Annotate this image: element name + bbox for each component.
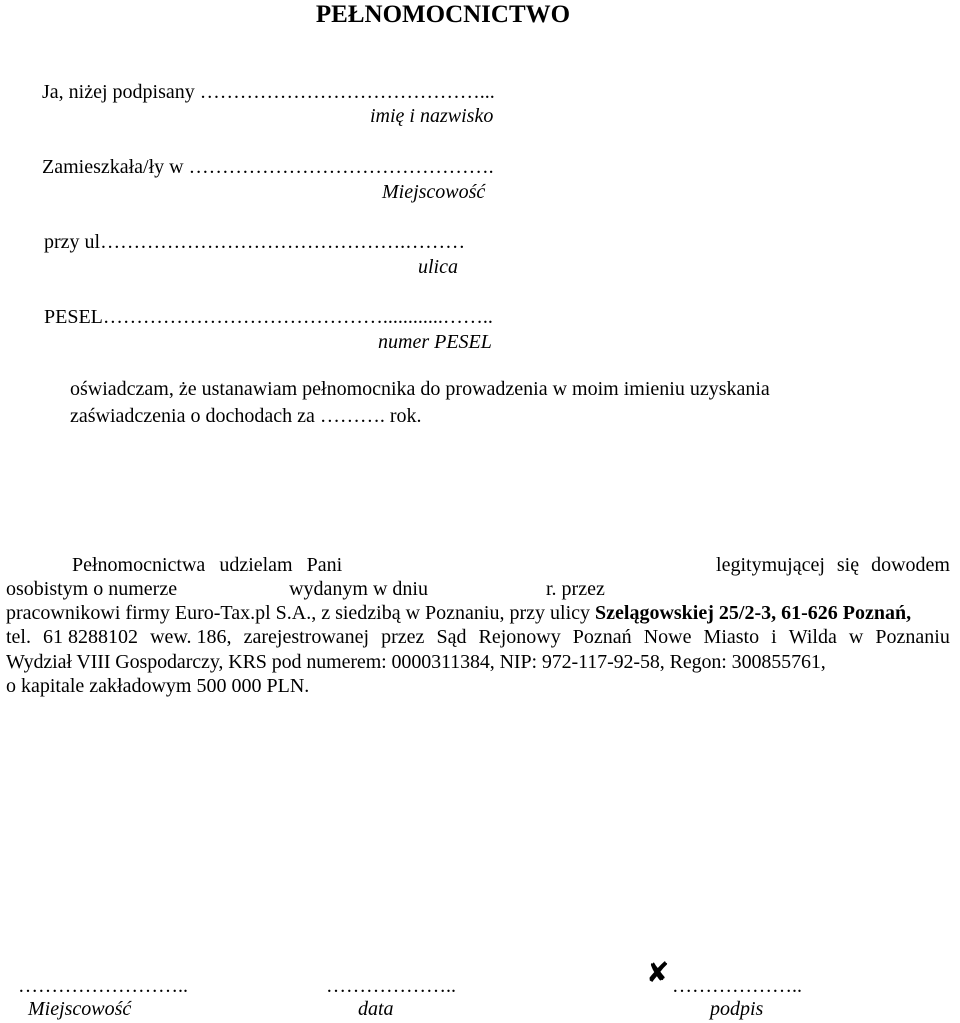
authorization-row-6: o kapitale zakładowym 500 000 PLN. — [6, 675, 310, 697]
statement-line-2: zaświadczenia o dochodach za ………. rok. — [70, 405, 422, 427]
authorization-word: Sąd — [436, 626, 467, 648]
street-field-caption: ulica — [418, 256, 458, 278]
pesel-field-caption: numer PESEL — [378, 331, 492, 353]
authorization-word: Miasto — [703, 626, 760, 648]
signature-sign-caption: podpis — [710, 998, 764, 1020]
issued-by-label: r. przez — [545, 578, 605, 600]
authorization-word: Rejonowy — [478, 626, 561, 648]
authorization-word: w — [848, 626, 864, 648]
authorization-word: Pani — [306, 554, 343, 576]
statement-line-1: oświadczam, że ustanawiam pełnomocnika do prowadzenia w moim imieniu uzyskania — [70, 378, 770, 400]
signature-place-line: …………………….. — [18, 975, 188, 997]
authorization-row-3 — [6, 601, 911, 625]
signature-place-caption: Miejscowość — [28, 998, 132, 1020]
street-field-line: przy ul……………………………………….……… — [44, 231, 466, 253]
authorization-word: tel. — [6, 626, 31, 648]
authorization-word: 61 8288102 — [43, 626, 139, 648]
authorization-word: i — [771, 626, 777, 648]
authorization-word: Poznań — [572, 626, 632, 648]
residence-field-caption: Miejscowość — [382, 181, 486, 203]
authorization-word: przez — [381, 626, 425, 648]
company-text: pracownikowi firmy Euro-Tax.pl S.A., z siedzibą w Poznaniu, przy ulicy — [6, 602, 591, 624]
signature-mark-icon: ✘ — [646, 956, 670, 989]
issue-date-label: wydanym w dniu — [289, 578, 428, 600]
authorization-row-5: Wydział VIII Gospodarczy, KRS pod numerem: 0000311384, NIP: 972-117-92-58, Regon: 300855761, — [6, 651, 826, 673]
company-address: Szelągowskiej 25/2-3, 61-626 Poznań, — [595, 602, 912, 624]
authorization-word: Wilda — [788, 626, 837, 648]
authorization-row-1 — [6, 553, 950, 577]
name-field-caption: imię i nazwisko — [370, 105, 494, 127]
authorization-word: wew. 186, — [150, 626, 232, 648]
authorization-word: Pełnomocnictwa — [72, 554, 206, 576]
pesel-field-line: PESEL……………………………………............…….. — [44, 306, 493, 328]
authorization-row-4 — [6, 625, 950, 649]
name-field-line: Ja, niżej podpisany ……………………………………... — [42, 81, 495, 103]
authorization-word: Poznaniu — [875, 626, 950, 648]
authorization-word: się — [836, 554, 860, 576]
id-number-label: osobistym o numerze — [6, 578, 178, 600]
authorization-row-2 — [6, 577, 605, 601]
signature-date-line: ……………….. — [326, 975, 456, 997]
authorization-word: zarejestrowanej — [243, 626, 370, 648]
residence-field-line: Zamieszkała/ły w ………………………………………. — [42, 156, 494, 178]
signature-date-caption: data — [358, 998, 394, 1020]
signature-sign-line: ……………….. — [672, 975, 802, 997]
authorization-word: udzielam — [219, 554, 293, 576]
document-title: PEŁNOMOCNICTWO — [315, 1, 571, 28]
authorization-word: dowodem — [871, 554, 950, 576]
authorization-word: Nowe — [643, 626, 692, 648]
authorization-word: legitymującej — [716, 554, 825, 576]
